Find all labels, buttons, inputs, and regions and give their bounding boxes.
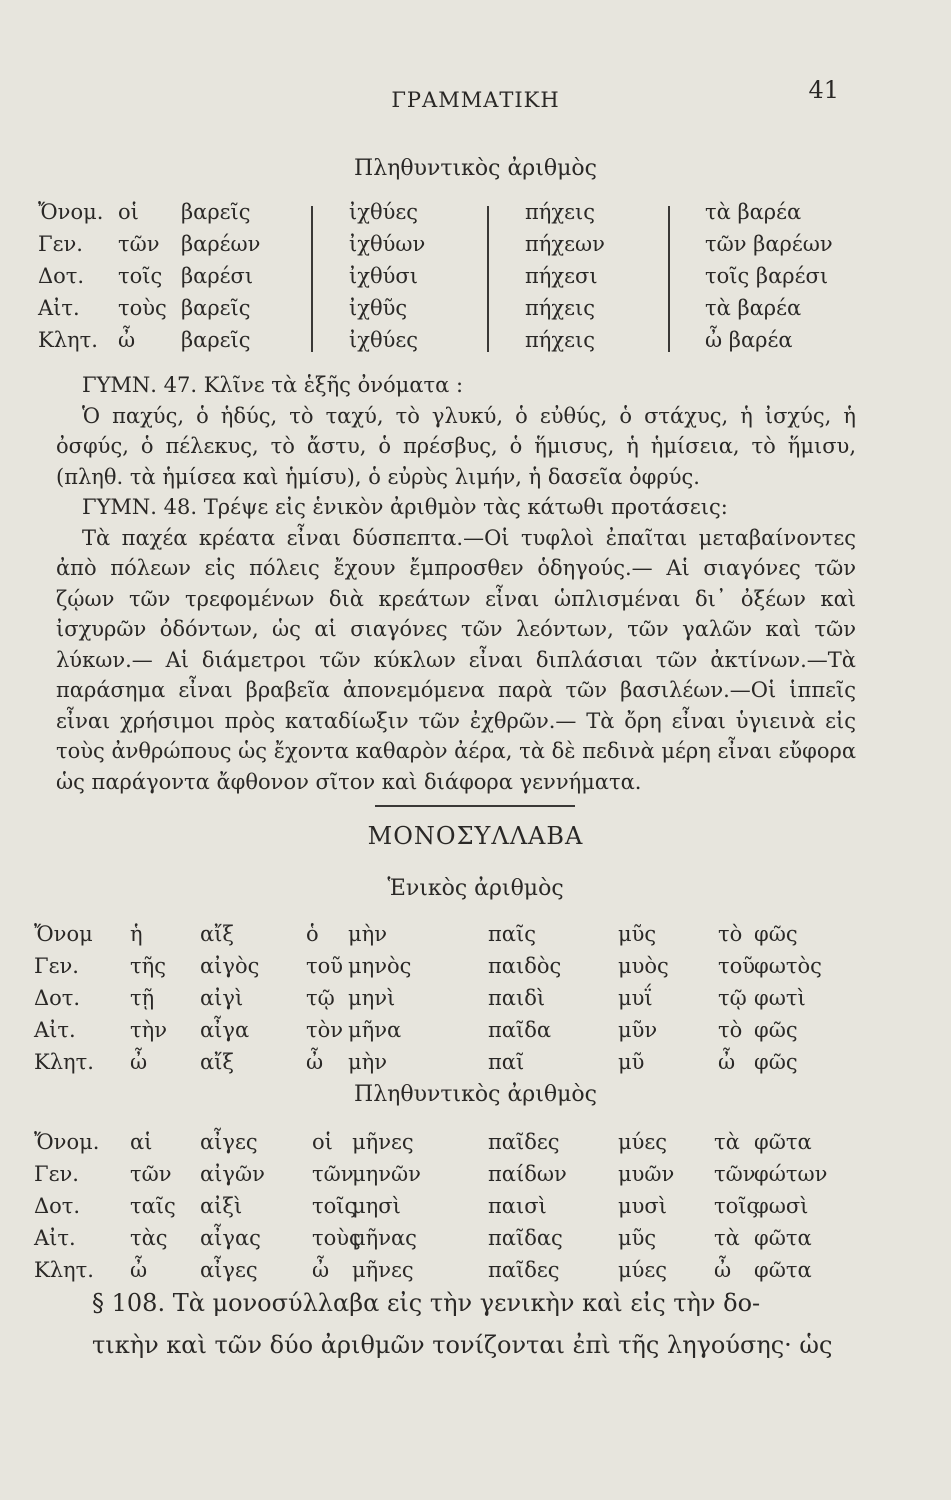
table-row	[34, 1190, 850, 1222]
monosyllables-title: ΜΟΝΟΣΥΛΛΑΒΑ	[367, 822, 584, 850]
running-title: ΓΡΑΜΜΑΤΙΚΗ	[391, 88, 560, 112]
table-cell: αἶγες	[200, 1258, 258, 1282]
table-row	[34, 1046, 834, 1078]
table-cell: τοῖς	[714, 1194, 759, 1218]
column-divider	[668, 206, 670, 352]
table-cell: τὸν	[306, 1018, 344, 1042]
table-cell: πήχεις	[525, 328, 595, 352]
table-cell: αἰγὶ	[200, 986, 244, 1010]
singular-table	[34, 918, 834, 1078]
table-cell: ὦ	[714, 1258, 732, 1282]
plural-title: Πληθυντικὸς ἀριθμὸς	[354, 156, 597, 181]
exercise-47-body: Ὁ παχύς, ὁ ἡδύς, τὸ ταχύ, τὸ γλυκύ, ὁ εὐθύς, ὁ στάχυς, ἡ ἰσχύς, ἡ ὀσφύς, ὁ πέλεκυς, τὸ ἄστυ, ὁ πρέσβυς, ὁ ἥμισυς, ἡ ἡμίσεια, τὸ ἥμισυ, (πληθ. τὰ ἡμίσεα καὶ ἡμίσυ), ὁ εὐρὺς λιμήν, ἡ δασεῖα ὀφρύς.	[56, 403, 856, 489]
table-cell: μύες	[618, 1258, 668, 1282]
table-cell: παίδων	[488, 1162, 567, 1186]
table-cell: Κλητ.	[38, 328, 98, 352]
singular-title: Ἑνικὸς ἀριθμὸς	[387, 876, 564, 901]
table-cell: μηνῶν	[352, 1162, 421, 1186]
table-row	[34, 1014, 834, 1046]
table-cell: μηνὸς	[348, 954, 412, 978]
column-divider	[311, 206, 313, 352]
table-cell: τῶν	[130, 1162, 172, 1186]
table-cell: Δοτ.	[34, 986, 81, 1010]
table-cell: Αἰτ.	[38, 296, 80, 320]
table-cell: οἱ	[312, 1130, 333, 1154]
table-cell: μῆνες	[352, 1130, 414, 1154]
table-cell: ταῖς	[130, 1194, 176, 1218]
table-cell: τὰ βαρέα	[705, 296, 802, 320]
table-cell: Ὄνομ	[34, 922, 93, 946]
table-cell: Ὄνομ.	[34, 1130, 100, 1154]
table-cell: αἴξ	[200, 922, 234, 946]
table-cell: βαρέων	[181, 232, 261, 256]
table-cell: Αἰτ.	[34, 1226, 76, 1250]
table-row	[34, 1222, 850, 1254]
table-cell: μῦς	[618, 922, 657, 946]
table-cell: τοῖς	[312, 1194, 357, 1218]
table-cell: τὰ	[714, 1130, 740, 1154]
table-cell: Αἰτ.	[34, 1018, 76, 1042]
table-cell: παιδὶ	[488, 986, 546, 1010]
table-cell: ὦ	[130, 1258, 148, 1282]
table-cell: Κλητ.	[34, 1258, 94, 1282]
table-cell: τὰ βαρέα	[705, 200, 802, 224]
table-cell: τοὺς	[118, 296, 167, 320]
table-cell: ἰχθύες	[349, 200, 419, 224]
table-cell: αἰγῶν	[200, 1162, 265, 1186]
table-cell: τῶν βαρέων	[705, 232, 833, 256]
table-cell: βαρεῖς	[181, 328, 251, 352]
table-cell: οἱ	[118, 200, 139, 224]
table-row	[34, 950, 834, 982]
table-cell: φωσὶ	[754, 1194, 809, 1218]
table-cell: παισὶ	[488, 1194, 547, 1218]
table-cell: τῶν	[714, 1162, 756, 1186]
table-cell: ὦ	[312, 1258, 330, 1282]
table-cell: τοῦ	[306, 954, 344, 978]
table-cell: ἡ	[130, 922, 143, 946]
table-cell: αἱ	[130, 1130, 153, 1154]
table-cell: τὰ	[714, 1226, 740, 1250]
table-cell: πήχεσι	[525, 264, 598, 288]
table-cell: μὴν	[348, 922, 387, 946]
table-cell: αἶγα	[200, 1018, 250, 1042]
table-cell: παῖδας	[488, 1226, 563, 1250]
table-cell: φώτων	[754, 1162, 828, 1186]
table-cell: τὰς	[130, 1226, 168, 1250]
table-cell: ὁ	[306, 922, 319, 946]
table-row	[38, 292, 845, 324]
table-cell: φῶτα	[754, 1226, 812, 1250]
table-cell: μῦς	[618, 1226, 657, 1250]
table-cell: τῇ	[130, 986, 155, 1010]
table-cell: μυΐ	[618, 986, 653, 1010]
table-cell: τῷ	[718, 986, 747, 1010]
table-cell: φῶτα	[754, 1130, 812, 1154]
table-cell: μύες	[618, 1130, 668, 1154]
table-cell: ὦ βαρέα	[705, 328, 793, 352]
table-cell: τοῖς βαρέσι	[705, 264, 829, 288]
table-cell: φῶς	[754, 1050, 798, 1074]
table-cell: τῶν	[312, 1162, 354, 1186]
table-cell: μησὶ	[352, 1194, 401, 1218]
table-row	[38, 260, 845, 292]
table-cell: μὴν	[348, 1050, 387, 1074]
table-cell: Γεν.	[38, 232, 83, 256]
column-divider	[487, 206, 489, 352]
table-row	[34, 918, 834, 950]
exercise-text	[56, 370, 856, 797]
table-cell: τῆς	[130, 954, 166, 978]
table-cell: Γεν.	[34, 954, 79, 978]
exercise-47-heading: ΓΥΜΝ. 47. Κλῖνε τὰ ἑξῆς ὀνόματα :	[82, 373, 464, 397]
table-cell: μῆνες	[352, 1258, 414, 1282]
table-cell: μυὸς	[618, 954, 669, 978]
table-cell: αἴξ	[200, 1050, 234, 1074]
table-cell: τῶν	[118, 232, 160, 256]
table-cell: βαρεῖς	[181, 296, 251, 320]
table-cell: ὦ	[306, 1050, 324, 1074]
table-cell: πήχεις	[525, 296, 595, 320]
table-cell: μῦν	[618, 1018, 658, 1042]
table-cell: τοῦ	[718, 954, 756, 978]
table-cell: παιδὸς	[488, 954, 562, 978]
table-cell: τοὺς	[312, 1226, 361, 1250]
table-row	[34, 982, 834, 1014]
table-cell: βαρέσι	[181, 264, 254, 288]
table-cell: φωτὸς	[754, 954, 822, 978]
handwritten-rule	[92, 1282, 872, 1366]
section-divider	[375, 805, 575, 807]
table-cell: ἰχθύσι	[349, 264, 418, 288]
table-cell: φῶς	[754, 1018, 798, 1042]
table-row	[38, 196, 845, 228]
table-cell: τῷ	[306, 986, 335, 1010]
table-row	[34, 1126, 850, 1158]
table-cell: τὴν	[130, 1018, 167, 1042]
table-cell: παῖδα	[488, 1018, 552, 1042]
table-cell: πήχεων	[525, 232, 605, 256]
table-cell: μῦ	[618, 1050, 645, 1074]
table-cell: ὦ	[130, 1050, 148, 1074]
table-cell: μῆνας	[352, 1226, 417, 1250]
plural-declension-table	[38, 196, 845, 356]
table-cell: τὸ	[718, 922, 743, 946]
table-cell: φῶτα	[754, 1258, 812, 1282]
table-cell: ἰχθῦς	[349, 296, 408, 320]
table-cell: παῖ	[488, 1050, 525, 1074]
table-cell: Γεν.	[34, 1162, 79, 1186]
table-cell: μηνὶ	[348, 986, 396, 1010]
table-row	[38, 228, 845, 260]
table-cell: τὸ	[718, 1018, 743, 1042]
table-cell: πήχεις	[525, 200, 595, 224]
table-cell: ὦ	[118, 328, 136, 352]
exercise-48-body: Τὰ παχέα κρέατα εἶναι δύσπεπτα.—Οἱ τυφλοὶ ἐπαῖται μεταβαίνοντες ἀπὸ πόλεων εἰς πόλεις ἔχουν ἔμπροσθεν ὁδηγούς.— Αἱ σιαγόνες τῶν ζῴων τῶν τρεφομένων διὰ κρεάτων εἶναι ὡπλισμέναι δι᾽ ὀξέων καὶ ἰσχυρῶν ὀδόντων, ὡς αἱ σιαγόνες τῶν λεόντων, τῶν γαλῶν καὶ τῶν λύκων.— Αἱ διάμετροι τῶν κύκλων εἶναι διπλάσιαι τῶν ἀκτίνων.—Τὰ παράσημα εἶναι βραβεῖα ἀπονεμόμενα παρὰ τῶν βασιλέων.—Οἱ ἱππεῖς εἶναι χρήσιμοι πρὸς καταδίωξιν τῶν ἐχθρῶν.— Τὰ ὄρη εἶναι ὑγιεινὰ εἰς τοὺς ἀνθρώπους ὡς ἔχοντα καθαρὸν ἀέρα, τὰ δὲ πεδινὰ μέρη εἶναι εὔφορα ὡς παράγοντα ἄφθονον σῖτον καὶ διάφορα γεννήματα.	[56, 525, 856, 794]
table-cell: βαρεῖς	[181, 200, 251, 224]
table-cell: μῆνα	[348, 1018, 402, 1042]
table-cell: Δοτ.	[34, 1194, 81, 1218]
table-cell: φῶς	[754, 922, 798, 946]
handwritten-line: § 108. Τὰ μονοσύλλαβα εἰς τὴν γενικὴν καὶ εἰς τὴν δο-	[92, 1289, 761, 1317]
table-cell: μυσὶ	[618, 1194, 667, 1218]
table-cell: Δοτ.	[38, 264, 85, 288]
table-row	[34, 1158, 850, 1190]
table-cell: Κλητ.	[34, 1050, 94, 1074]
page-number: 41	[808, 76, 839, 104]
table-cell: παῖδες	[488, 1130, 560, 1154]
handwritten-line: τικὴν καὶ τῶν δύο ἀριθμῶν τονίζονται ἐπὶ τῆς ληγούσης· ὡς	[92, 1331, 833, 1359]
table-cell: τοῖς	[118, 264, 163, 288]
table-cell: παῖς	[488, 922, 536, 946]
table-cell: αἰξὶ	[200, 1194, 243, 1218]
table-cell: αἶγας	[200, 1226, 261, 1250]
table-cell: μυῶν	[618, 1162, 675, 1186]
monosyllable-plural-table	[34, 1126, 850, 1286]
table-cell: ἰχθύες	[349, 328, 419, 352]
table-cell: ὦ	[718, 1050, 736, 1074]
table-cell: ἰχθύων	[349, 232, 426, 256]
table-cell: παῖδες	[488, 1258, 560, 1282]
table-cell: φωτὶ	[754, 986, 806, 1010]
table-row	[38, 324, 845, 356]
exercise-48-heading: ΓΥΜΝ. 48. Τρέψε εἰς ἑνικὸν ἀριθμὸν τὰς κάτωθι προτάσεις:	[82, 495, 728, 519]
table-cell: Ὄνομ.	[38, 200, 104, 224]
monosyllable-plural-title: Πληθυντικὸς ἀριθμὸς	[354, 1082, 597, 1107]
table-cell: αἰγὸς	[200, 954, 260, 978]
table-cell: αἶγες	[200, 1130, 258, 1154]
